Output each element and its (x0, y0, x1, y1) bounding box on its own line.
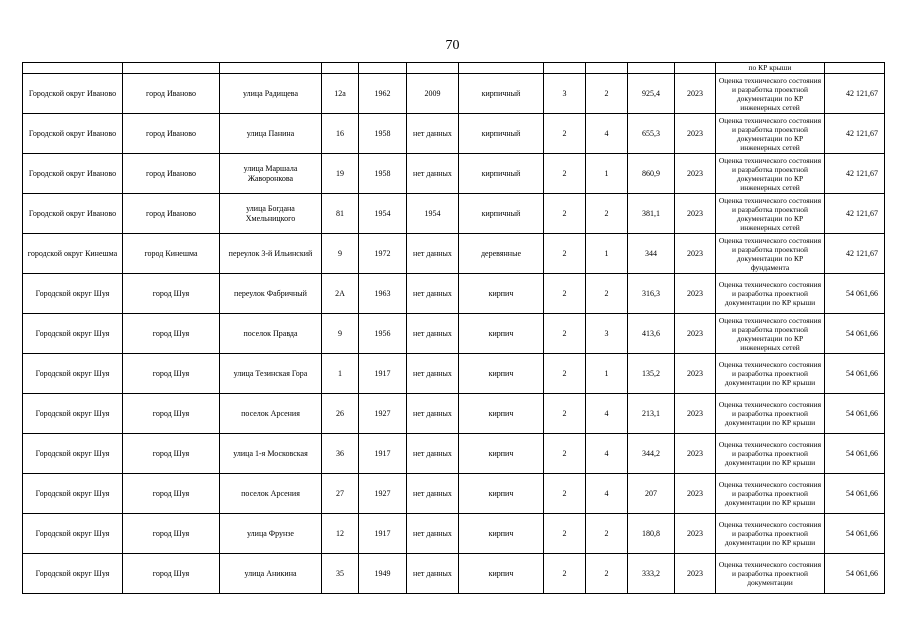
cell-year-overhaul: нет данных (407, 114, 459, 154)
cell-district: Городской округ Шуя (23, 434, 123, 474)
page-number: 70 (445, 38, 460, 53)
cell-cost: 42 121,67 (825, 154, 885, 194)
table-row (23, 154, 885, 194)
cell-floors: 2 (544, 514, 586, 554)
table-row-continuation (23, 63, 885, 74)
cell-house: 36 (322, 434, 359, 474)
cell-street: улица Маршала Жаворонкова (220, 154, 322, 194)
cell-city: город Шуя (123, 554, 220, 594)
cell-work: по КР крыши (716, 63, 825, 74)
cell-year: 2023 (675, 194, 716, 234)
cell-year-overhaul: нет данных (407, 354, 459, 394)
cell-area: 316,3 (628, 274, 675, 314)
cell-area: 655,3 (628, 114, 675, 154)
cell-work: Оценка технического состояния и разработка проектной документации по КР крыши (716, 474, 825, 514)
cell-house: 9 (322, 234, 359, 274)
cell-year: 2023 (675, 434, 716, 474)
cell-floors: 2 (544, 434, 586, 474)
cell-street: переулок 3-й Ильинский (220, 234, 322, 274)
cell-work: Оценка технического состояния и разработка проектной документации по КР инженерных сетей (716, 114, 825, 154)
cell-area: 213,1 (628, 394, 675, 434)
cell-floors: 2 (544, 554, 586, 594)
cell-year-built: 1954 (359, 194, 407, 234)
cell-district: Городской округ Шуя (23, 474, 123, 514)
cell-work: Оценка технического состояния и разработка проектной документации по КР крыши (716, 394, 825, 434)
table-row (23, 434, 885, 474)
cell-district: Городской округ Шуя (23, 314, 123, 354)
cell-area: 344,2 (628, 434, 675, 474)
cell-entrances: 2 (586, 514, 628, 554)
cell-floors: 2 (544, 274, 586, 314)
cell-area: 860,9 (628, 154, 675, 194)
cell-city: город Шуя (123, 274, 220, 314)
cell-year-built: 1917 (359, 434, 407, 474)
table-row (23, 554, 885, 594)
cell-street: улица Радищева (220, 74, 322, 114)
cell-year: 2023 (675, 114, 716, 154)
cell-material: кирпич (459, 314, 544, 354)
cell-street: улица Тезинская Гора (220, 354, 322, 394)
cell-cost: 42 121,67 (825, 234, 885, 274)
cell-street (220, 63, 322, 74)
cell-year: 2023 (675, 234, 716, 274)
cell-cost: 42 121,67 (825, 74, 885, 114)
cell-city: город Шуя (123, 474, 220, 514)
cell-city: город Шуя (123, 314, 220, 354)
cell-year-built: 1927 (359, 474, 407, 514)
cell-work: Оценка технического состояния и разработка проектной документации по КР крыши (716, 354, 825, 394)
cell-material: кирпичный (459, 114, 544, 154)
cell-year-built: 1963 (359, 274, 407, 314)
cell-year-overhaul: нет данных (407, 154, 459, 194)
cell-city: город Шуя (123, 394, 220, 434)
cell-area: 207 (628, 474, 675, 514)
cell-district: Городской округ Шуя (23, 354, 123, 394)
cell-cost: 42 121,67 (825, 114, 885, 154)
cell-entrances: 4 (586, 394, 628, 434)
cell-year-built: 1917 (359, 514, 407, 554)
table-row (23, 234, 885, 274)
cell-material: кирпич (459, 554, 544, 594)
cell-floors: 2 (544, 314, 586, 354)
table-row (23, 194, 885, 234)
cell-year-overhaul: нет данных (407, 274, 459, 314)
cell-year-built: 1949 (359, 554, 407, 594)
cell-floors: 3 (544, 74, 586, 114)
cell-work: Оценка технического состояния и разработка проектной документации по КР фундамента (716, 234, 825, 274)
cell-year: 2023 (675, 394, 716, 434)
cell-year-overhaul (407, 63, 459, 74)
cell-floors: 2 (544, 394, 586, 434)
cell-year-built: 1972 (359, 234, 407, 274)
cell-year-built: 1958 (359, 114, 407, 154)
cell-city: город Шуя (123, 434, 220, 474)
cell-house: 81 (322, 194, 359, 234)
cell-house: 27 (322, 474, 359, 514)
cell-entrances: 1 (586, 354, 628, 394)
cell-year: 2023 (675, 154, 716, 194)
cell-floors: 2 (544, 154, 586, 194)
cell-house (322, 63, 359, 74)
cell-area (628, 63, 675, 74)
cell-material: кирпич (459, 434, 544, 474)
cell-area: 413,6 (628, 314, 675, 354)
table-row (23, 394, 885, 434)
cell-area: 135,2 (628, 354, 675, 394)
cell-year-built: 1958 (359, 154, 407, 194)
cell-house: 1 (322, 354, 359, 394)
table-row (23, 74, 885, 114)
cell-area: 344 (628, 234, 675, 274)
cell-house: 12а (322, 74, 359, 114)
table-row (23, 274, 885, 314)
cell-material (459, 63, 544, 74)
cell-year-built: 1962 (359, 74, 407, 114)
cell-street: улица Панина (220, 114, 322, 154)
cell-material: кирпичный (459, 74, 544, 114)
cell-district: Городской округ Шуя (23, 554, 123, 594)
cell-cost: 54 061,66 (825, 434, 885, 474)
cell-cost (825, 63, 885, 74)
cell-cost: 54 061,66 (825, 314, 885, 354)
cell-house: 26 (322, 394, 359, 434)
cell-street: улица 1-я Московская (220, 434, 322, 474)
cell-entrances: 3 (586, 314, 628, 354)
cell-entrances: 1 (586, 234, 628, 274)
cell-street: улица Аникина (220, 554, 322, 594)
cell-year-built: 1927 (359, 394, 407, 434)
cell-city: город Иваново (123, 194, 220, 234)
cell-floors: 2 (544, 234, 586, 274)
cell-area: 925,4 (628, 74, 675, 114)
cell-work: Оценка технического состояния и разработка проектной документации по КР инженерных сетей (716, 314, 825, 354)
cell-area: 381,1 (628, 194, 675, 234)
cell-year-built: 1956 (359, 314, 407, 354)
cell-cost: 54 061,66 (825, 514, 885, 554)
cell-floors: 2 (544, 194, 586, 234)
cell-material: кирпич (459, 394, 544, 434)
cell-street: переулок Фабричный (220, 274, 322, 314)
cell-material: кирпич (459, 354, 544, 394)
cell-material: деревянные (459, 234, 544, 274)
cell-city: город Иваново (123, 154, 220, 194)
cell-city: город Кинешма (123, 234, 220, 274)
cell-house: 19 (322, 154, 359, 194)
cell-work: Оценка технического состояния и разработка проектной документации по КР инженерных сетей (716, 154, 825, 194)
table-row (23, 514, 885, 554)
cell-floors: 2 (544, 114, 586, 154)
cell-street: улица Богдана Хмельницкого (220, 194, 322, 234)
cell-cost: 54 061,66 (825, 394, 885, 434)
cell-street: поселок Правда (220, 314, 322, 354)
cell-cost: 42 121,67 (825, 194, 885, 234)
buildings-table (22, 62, 885, 594)
cell-year-overhaul: 1954 (407, 194, 459, 234)
cell-floors: 2 (544, 474, 586, 514)
cell-district: Городской округ Шуя (23, 394, 123, 434)
cell-year-overhaul: нет данных (407, 314, 459, 354)
cell-entrances: 1 (586, 154, 628, 194)
cell-cost: 54 061,66 (825, 474, 885, 514)
cell-work: Оценка технического состояния и разработка проектной документации по КР инженерных сетей (716, 194, 825, 234)
cell-city (123, 63, 220, 74)
cell-street: улица Фрунзе (220, 514, 322, 554)
cell-work: Оценка технического состояния и разработка проектной документации по КР крыши (716, 514, 825, 554)
cell-district: городской округ Кинешма (23, 234, 123, 274)
cell-floors (544, 63, 586, 74)
cell-material: кирпичный (459, 194, 544, 234)
cell-district: Городской округ Иваново (23, 74, 123, 114)
cell-year: 2023 (675, 474, 716, 514)
cell-district: Городской округ Шуя (23, 274, 123, 314)
cell-material: кирпич (459, 514, 544, 554)
cell-house: 16 (322, 114, 359, 154)
cell-entrances: 2 (586, 74, 628, 114)
cell-year: 2023 (675, 514, 716, 554)
cell-year-overhaul: нет данных (407, 514, 459, 554)
cell-street: поселок Арсения (220, 474, 322, 514)
cell-year-overhaul: 2009 (407, 74, 459, 114)
cell-area: 333,2 (628, 554, 675, 594)
cell-district: Городской округ Иваново (23, 194, 123, 234)
cell-city: город Иваново (123, 114, 220, 154)
cell-material: кирпич (459, 274, 544, 314)
cell-work: Оценка технического состояния и разработка проектной документации по КР крыши (716, 274, 825, 314)
cell-district: Городской округ Иваново (23, 114, 123, 154)
cell-house: 2А (322, 274, 359, 314)
cell-year-overhaul: нет данных (407, 394, 459, 434)
cell-street: поселок Арсения (220, 394, 322, 434)
cell-year: 2023 (675, 274, 716, 314)
table-row (23, 474, 885, 514)
cell-year: 2023 (675, 354, 716, 394)
cell-material: кирпич (459, 474, 544, 514)
cell-entrances: 2 (586, 554, 628, 594)
cell-entrances: 4 (586, 114, 628, 154)
cell-city: город Шуя (123, 354, 220, 394)
cell-year-overhaul: нет данных (407, 474, 459, 514)
cell-floors: 2 (544, 354, 586, 394)
cell-year (675, 63, 716, 74)
cell-entrances (586, 63, 628, 74)
cell-material: кирпичный (459, 154, 544, 194)
cell-district: Городской округ Шуя (23, 514, 123, 554)
cell-city: город Иваново (123, 74, 220, 114)
cell-work: Оценка технического состояния и разработка проектной документации по КР инженерных сетей (716, 74, 825, 114)
cell-entrances: 2 (586, 194, 628, 234)
cell-work: Оценка технического состояния и разработка проектной документации по КР крыши (716, 434, 825, 474)
cell-year-built: 1917 (359, 354, 407, 394)
cell-year-overhaul: нет данных (407, 234, 459, 274)
cell-work: Оценка технического состояния и разработка проектной документации (716, 554, 825, 594)
cell-year: 2023 (675, 554, 716, 594)
cell-year-overhaul: нет данных (407, 434, 459, 474)
cell-year-built (359, 63, 407, 74)
table-row (23, 314, 885, 354)
cell-area: 180,8 (628, 514, 675, 554)
cell-house: 35 (322, 554, 359, 594)
cell-district (23, 63, 123, 74)
cell-entrances: 4 (586, 474, 628, 514)
cell-house: 9 (322, 314, 359, 354)
cell-entrances: 4 (586, 434, 628, 474)
cell-city: город Шуя (123, 514, 220, 554)
cell-cost: 54 061,66 (825, 354, 885, 394)
table-row (23, 354, 885, 394)
cell-house: 12 (322, 514, 359, 554)
cell-cost: 54 061,66 (825, 554, 885, 594)
cell-year: 2023 (675, 314, 716, 354)
cell-entrances: 2 (586, 274, 628, 314)
cell-district: Городской округ Иваново (23, 154, 123, 194)
cell-year: 2023 (675, 74, 716, 114)
cell-year-overhaul: нет данных (407, 554, 459, 594)
cell-cost: 54 061,66 (825, 274, 885, 314)
table-row (23, 114, 885, 154)
